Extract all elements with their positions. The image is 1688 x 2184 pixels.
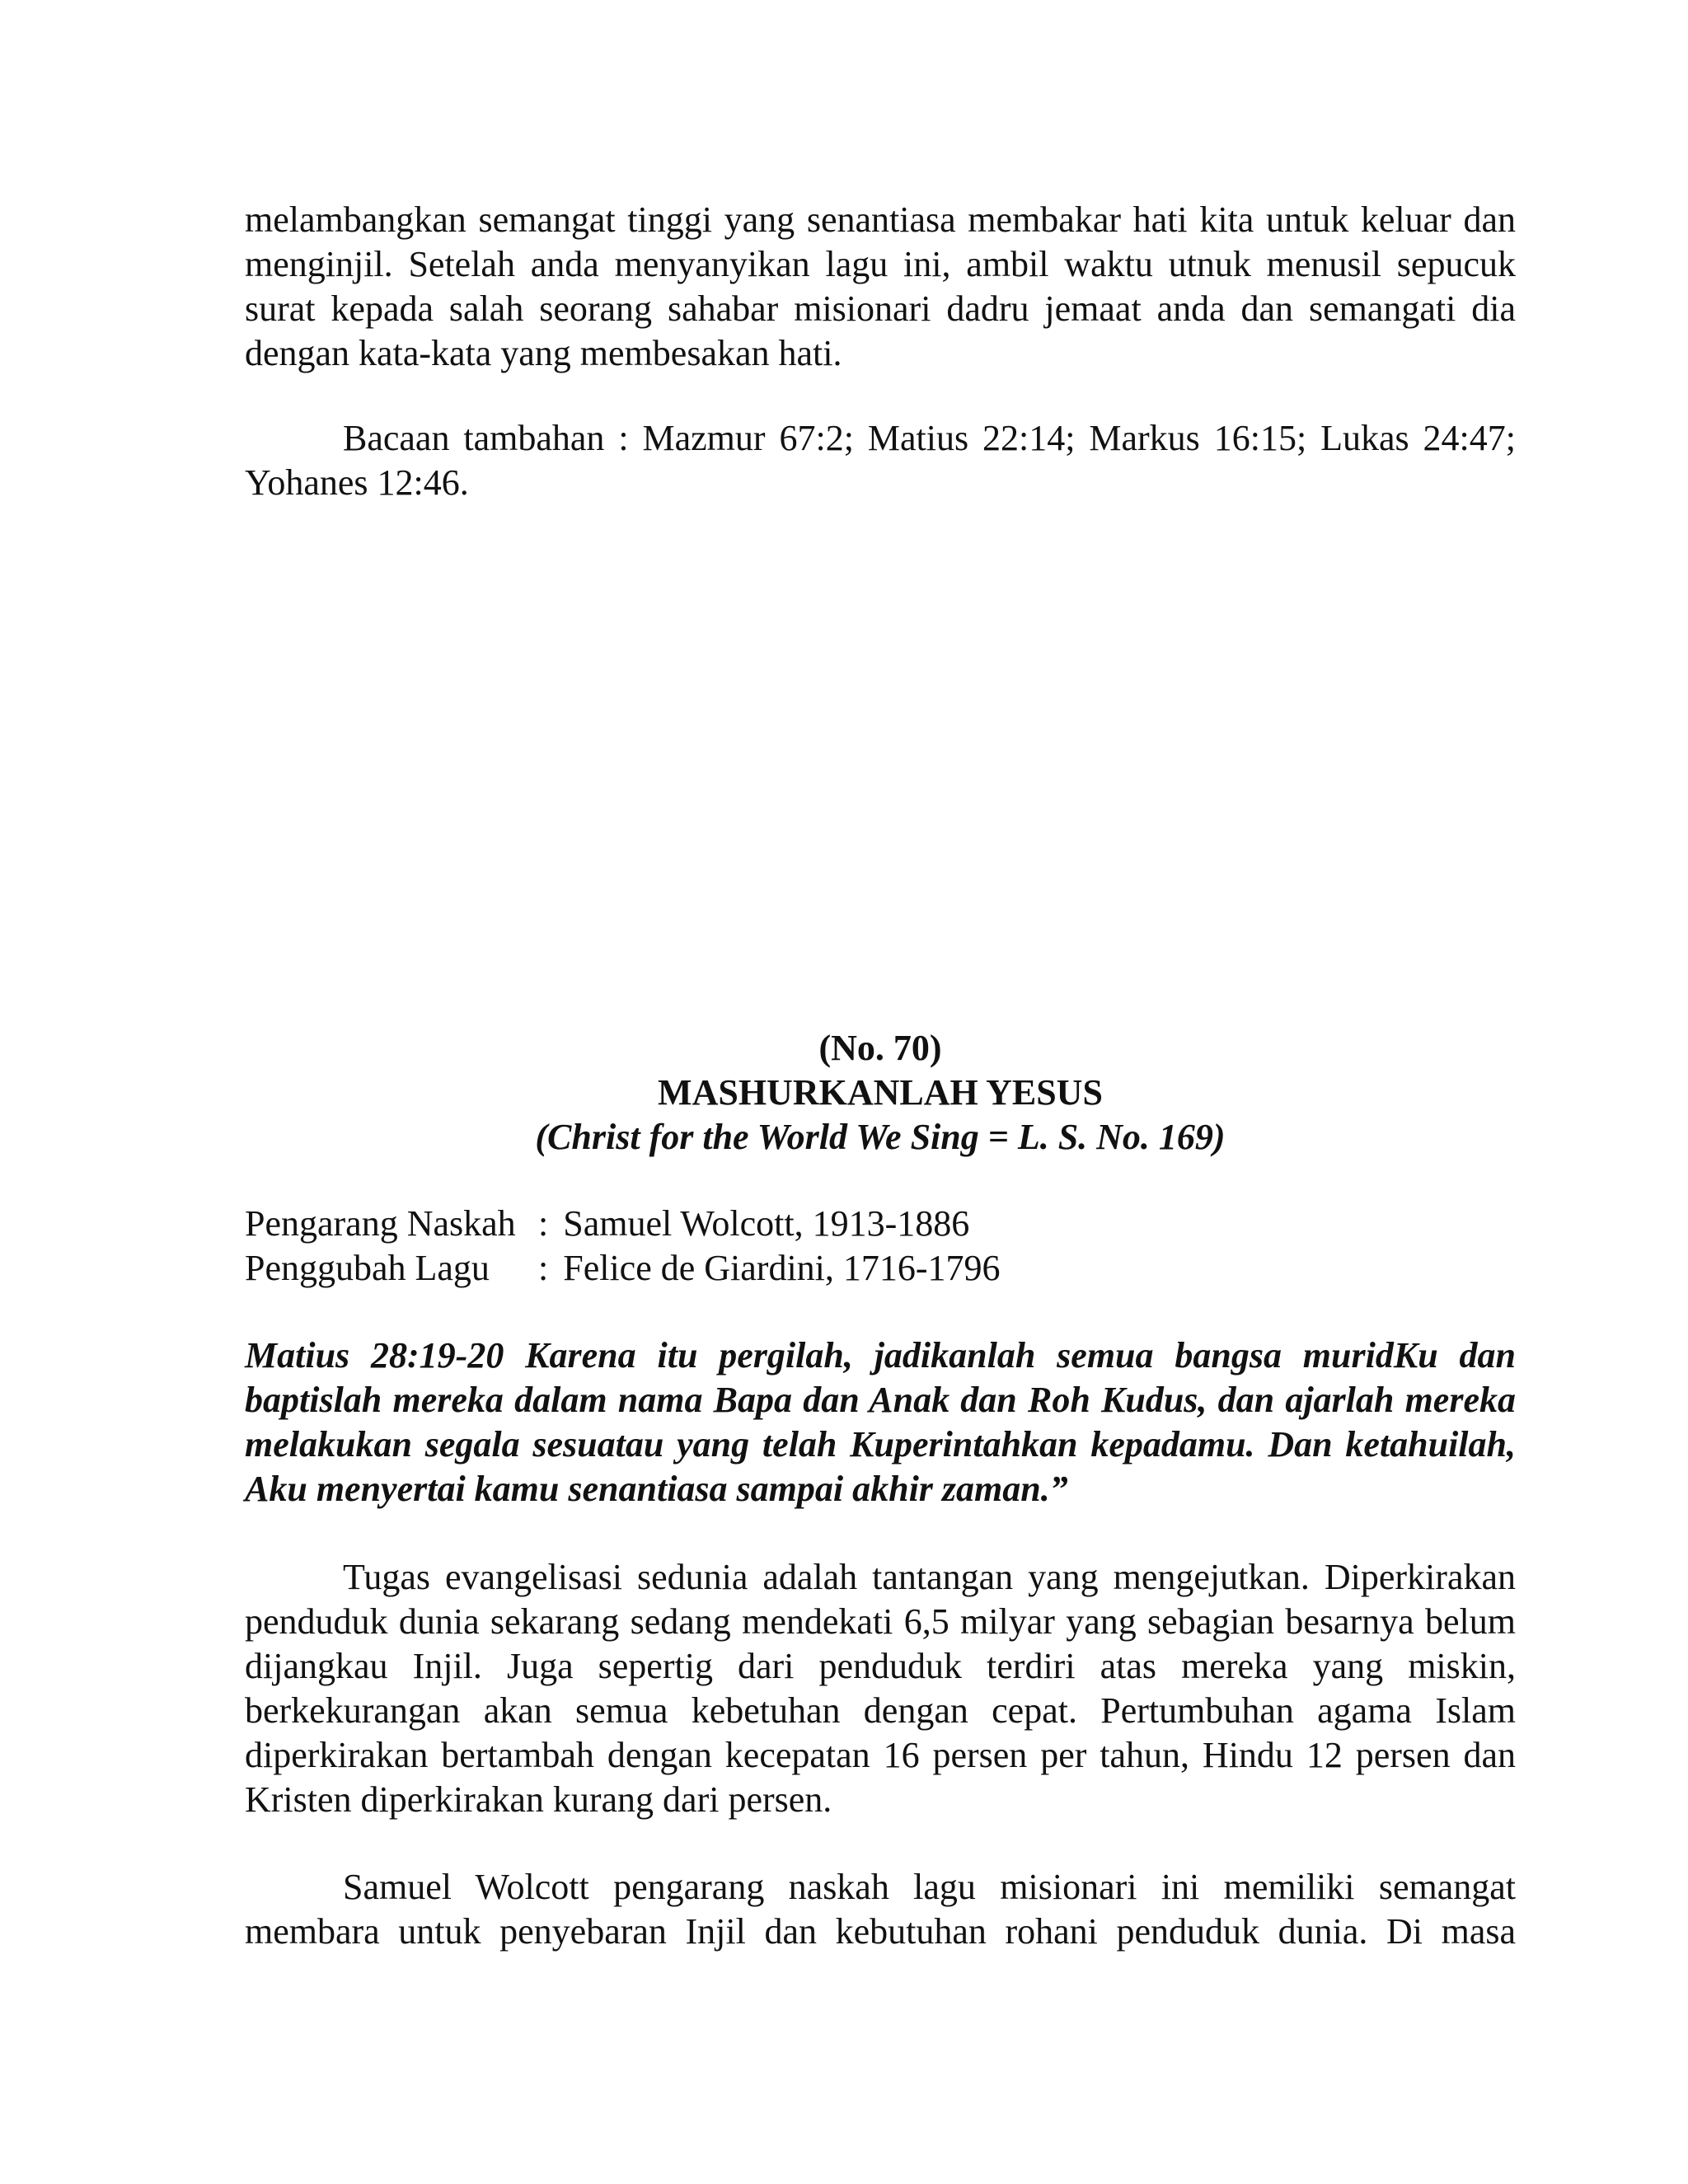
composer-separator: :	[538, 1248, 549, 1288]
paragraph-evangelism-task: Tugas evangelisasi sedunia adalah tantangan yang mengejutkan. Diperkirakan penduduk dunia sekarang sedang mendekati 6,5 milyar yang sebagian besarnya belum dijangkau Injil. Juga sepertig dari penduduk terdiri atas mereka yang miskin, berkekurangan akan semua kebetuhan dengan cepat. Pertumbuhan agama Islam diperkirakan bertambah dengan kecepatan 16 persen per tahun, Hindu 12 persen dan Kristen diperkirakan kurang dari persen.	[245, 1557, 1516, 1820]
hymn-credits	[245, 1202, 1516, 1291]
scripture-verse: Matius 28:19-20 Karena itu pergilah, jadikanlah semua bangsa muridKu dan baptislah mereka dalam nama Bapa dan Anak dan Roh Kudus, dan ajarlah mereka melakukan segala sesuatau yang telah Kuperintahkan kepadamu. Dan ketahuilah, Aku menyertai kamu senantiasa sampai akhir zaman.”	[245, 1335, 1516, 1509]
author-separator: :	[538, 1203, 549, 1244]
paragraph-samuel-wolcott: Samuel Wolcott pengarang naskah lagu misionari ini memiliki semangat membara untuk penyebaran Injil dan kebutuhan rohani penduduk dunia. Di masa	[245, 1867, 1516, 1952]
paragraph-additional-reading: Bacaan tambahan : Mazmur 67:2; Matius 22:14; Markus 16:15; Lukas 24:47; Yohanes 12:46.	[245, 418, 1516, 503]
composer-credit-row	[245, 1246, 1516, 1291]
composer-label: Penggubah Lagu	[245, 1248, 490, 1288]
hymn-title: MASHURKANLAH YESUS	[658, 1072, 1103, 1113]
document-page	[245, 0, 1516, 2184]
author-value: Samuel Wolcott, 1913-1886	[563, 1203, 970, 1244]
author-label: Pengarang Naskah	[245, 1203, 516, 1244]
hymn-heading	[245, 1026, 1516, 1160]
hymn-number: (No. 70)	[818, 1028, 942, 1068]
hymn-subtitle: (Christ for the World We Sing = L. S. No. 169)	[535, 1117, 1226, 1157]
paragraph-intro-continuation: melambangkan semangat tinggi yang senantiasa membakar hati kita untuk keluar dan menginjil. Setelah anda menyanyikan lagu ini, ambil waktu utnuk menusil sepucuk surat kepada salah seorang sahabar misionari dadru jemaat anda dan semangati dia dengan kata-kata yang membesakan hati.	[245, 199, 1516, 373]
composer-value: Felice de Giardini, 1716-1796	[563, 1248, 1001, 1288]
author-credit-row	[245, 1202, 1516, 1246]
